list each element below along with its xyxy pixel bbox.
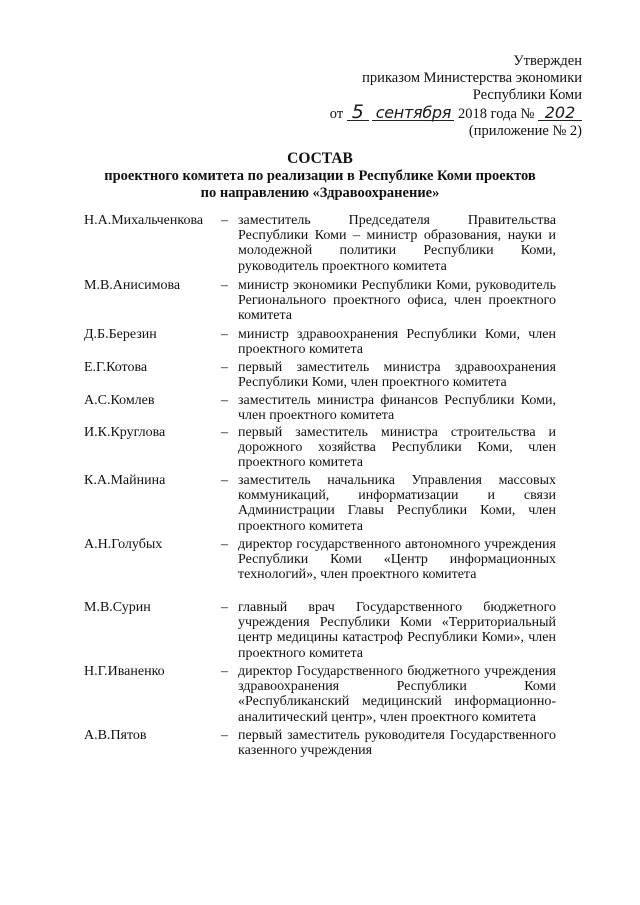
member-name: И.К.Круглова bbox=[84, 425, 166, 440]
document-subtitle: проектного комитета по реализации в Республике Коми проектов по направлению «Здравоохранение» bbox=[104, 168, 536, 201]
member-name: М.В.Анисимова bbox=[84, 278, 181, 293]
date-prefix: от bbox=[329, 106, 344, 122]
member-position: первый заместитель министра здравоохранения Республики Коми, член проектного комитета bbox=[238, 360, 556, 391]
handwritten-order-number: 202 bbox=[538, 105, 582, 121]
document-title: СОСТАВ bbox=[287, 150, 353, 167]
member-name: Е.Г.Котова bbox=[84, 360, 148, 375]
approval-block bbox=[330, 53, 582, 140]
handwritten-month: сентября bbox=[372, 105, 454, 121]
member-position: первый заместитель министра строительства и дорожного хозяйства Республики Коми, член проектного комитета bbox=[238, 425, 556, 471]
member-position: министр здравоохранения Республики Коми, член проектного комитета bbox=[238, 327, 556, 358]
member-dash: – bbox=[221, 664, 228, 679]
approval-heading: Утвержден bbox=[513, 53, 582, 69]
member-position: директор государственного автономного учреждения Республики Коми «Центр информационных технологий», член проектного комитета bbox=[238, 537, 556, 583]
member-dash: – bbox=[221, 473, 228, 488]
member-dash: – bbox=[221, 425, 228, 440]
member-dash: – bbox=[221, 213, 228, 228]
handwritten-day: 5 bbox=[347, 105, 369, 121]
member-name: А.В.Пятов bbox=[84, 728, 147, 743]
member-name: Д.Б.Березин bbox=[84, 327, 157, 342]
member-dash: – bbox=[221, 600, 228, 615]
member-name: Н.Г.Иваненко bbox=[84, 664, 165, 679]
member-position: заместитель начальника Управления массовых коммуникаций, информатизации и связи Администрации Главы Республики Коми, член проектного комитета bbox=[238, 473, 556, 534]
member-dash: – bbox=[221, 537, 228, 552]
member-dash: – bbox=[221, 728, 228, 743]
member-dash: – bbox=[221, 393, 228, 408]
member-dash: – bbox=[221, 278, 228, 293]
date-year-text: 2018 года № bbox=[458, 106, 535, 122]
member-dash: – bbox=[221, 327, 228, 342]
member-position: директор Государственного бюджетного учреждения здравоохранения Республики Коми «Республиканский медицинский информационно-аналитический центр», член проектного комитета bbox=[238, 664, 556, 725]
approval-date-line bbox=[329, 101, 582, 123]
member-position: заместитель министра финансов Республики Коми, член проектного комитета bbox=[238, 393, 556, 424]
member-name: М.В.Сурин bbox=[84, 600, 151, 615]
member-position: главный врач Государственного бюджетного учреждения Республики Коми «Территориальный центр медицины катастроф Республики Коми», член проектного комитета bbox=[238, 600, 556, 661]
member-name: К.А.Майнина bbox=[84, 473, 166, 488]
member-name: А.С.Комлев bbox=[84, 393, 155, 408]
member-position: заместитель Председателя Правительства Республики Коми – министр образования, науки и молодежной политики Республики Коми, руководитель проектного комитета bbox=[238, 213, 556, 274]
member-dash: – bbox=[221, 360, 228, 375]
member-position: первый заместитель руководителя Государственного казенного учреждения bbox=[238, 728, 556, 759]
member-name: Н.А.Михальченкова bbox=[84, 213, 204, 228]
member-position: министр экономики Республики Коми, руководитель Регионального проектного офиса, член проектного комитета bbox=[238, 278, 556, 324]
approval-order-by: приказом Министерства экономики bbox=[362, 70, 582, 86]
approval-republic: Республики Коми bbox=[472, 87, 582, 103]
member-name: А.Н.Голубых bbox=[84, 537, 163, 552]
appendix-note: (приложение № 2) bbox=[468, 123, 582, 139]
